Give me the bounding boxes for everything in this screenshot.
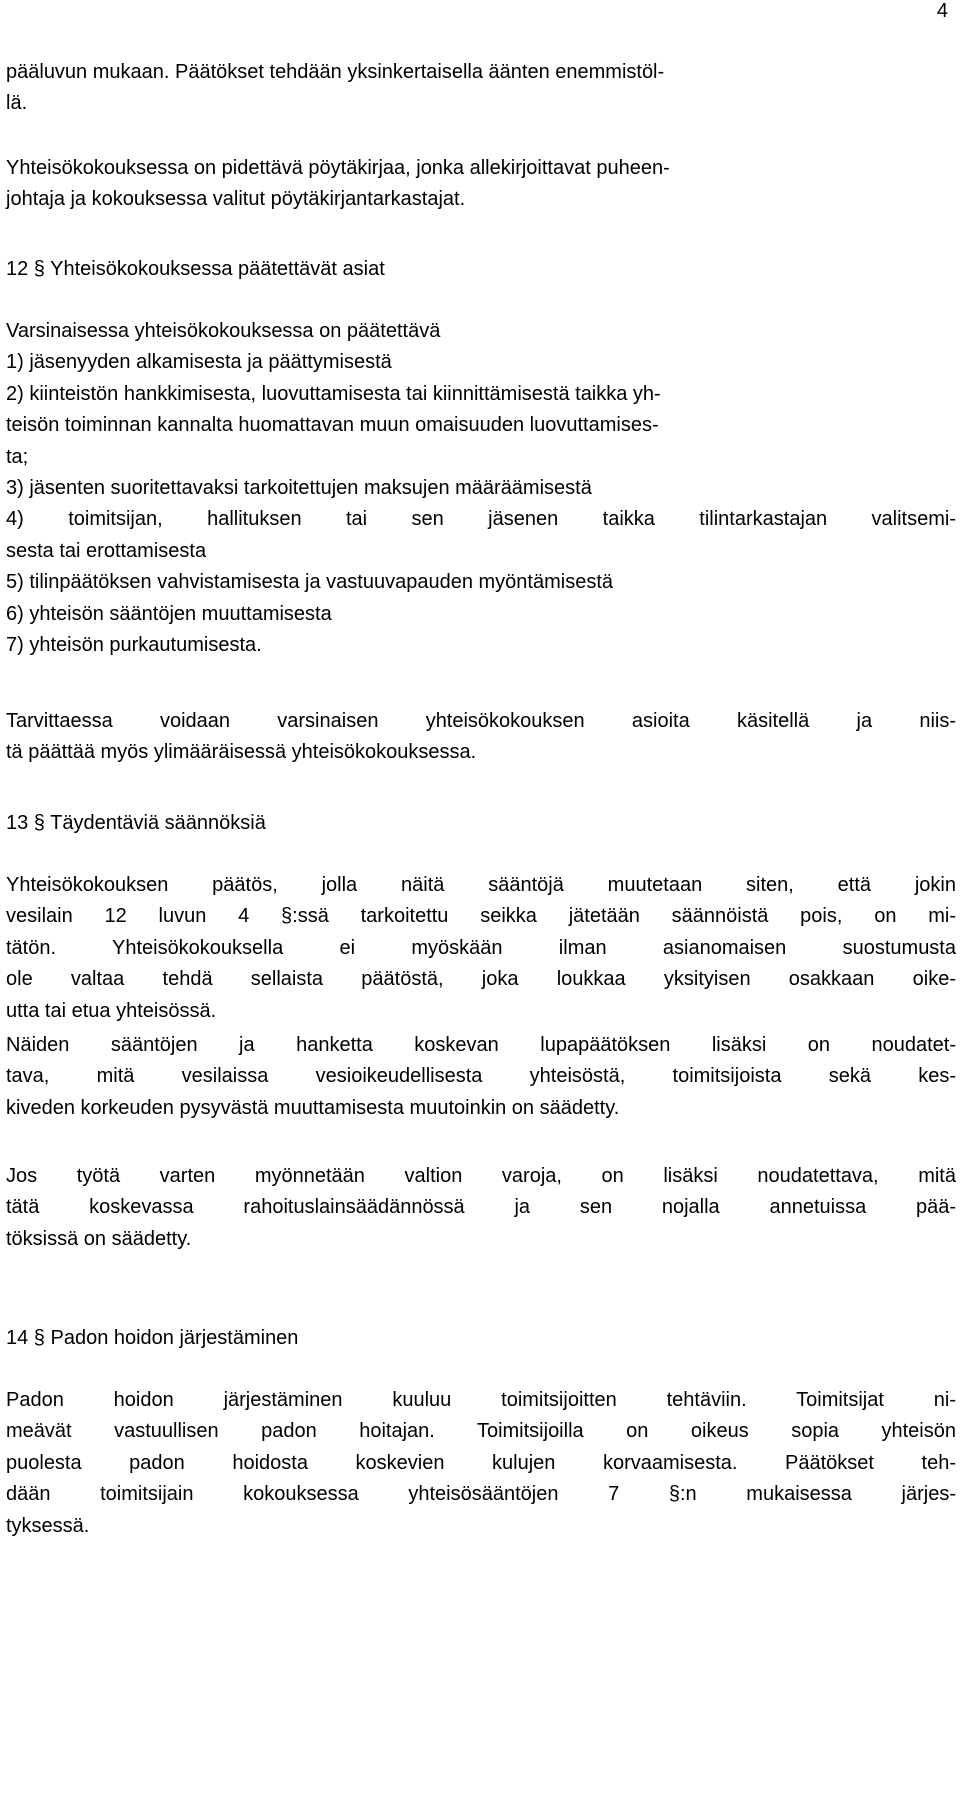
section-heading-14 <box>6 1323 956 1354</box>
paragraph-extraordinary <box>6 706 956 769</box>
text-line: tava, mitä vesilaissa vesioikeudellisesta yhteisöstä, toimitsijoista sekä kes- <box>6 1065 956 1088</box>
text-line: 2) kiinteistön hankkimisesta, luovuttamisesta tai kiinnittämisestä taikka yh- <box>6 382 661 405</box>
text-line: Näiden sääntöjen ja hanketta koskevan lupapäätöksen lisäksi on noudatet- <box>6 1034 956 1056</box>
text-line: 14 § Padon hoidon järjestäminen <box>6 1327 299 1349</box>
text-line: 5) tilinpäätöksen vahvistamisesta ja vastuuvapauden myöntämisestä <box>6 571 613 594</box>
text-line: Yhteisökokouksessa on pidettävä pöytäkirjaa, jonka allekirjoittavat puheen- <box>6 157 670 179</box>
paragraph-amendment <box>6 870 956 1027</box>
paragraph-other-rules <box>6 1030 956 1124</box>
text-line: 7) yhteisön purkautumisesta. <box>6 634 262 657</box>
text-line: Jos työtä varten myönnetään valtion varoja, on lisäksi noudatettava, mitä <box>6 1165 956 1187</box>
text-line: ta; <box>6 445 29 468</box>
text-line: 6) yhteisön sääntöjen muuttamisesta <box>6 602 332 625</box>
text-line: Tarvittaessa voidaan varsinaisen yhteisökokouksen asioita käsitellä ja niis- <box>6 710 956 732</box>
text-line: tä päättää myös ylimääräisessä yhteisökokouksessa. <box>6 741 477 764</box>
text-line: utta tai etua yhteisössä. <box>6 999 217 1022</box>
text-line: pääluvun mukaan. Päätökset tehdään yksinkertaisella äänten enemmistöl- <box>6 61 665 83</box>
text-line: tätön. Yhteisökokouksella ei myöskään ilman asianomaisen suostumusta <box>6 936 956 959</box>
text-line: vesilain 12 luvun 4 §:ssä tarkoitettu seikka jätetään säännöistä pois, on mi- <box>6 905 956 928</box>
paragraph-dam-maintenance <box>6 1385 956 1542</box>
section-heading-13 <box>6 808 956 839</box>
text-line: 13 § Täydentäviä säännöksiä <box>6 812 266 834</box>
paragraph-matters-list <box>6 316 956 661</box>
text-line: ole valtaa tehdä sellaista päätöstä, joka loukkaa yksityisen osakkaan oike- <box>6 968 956 991</box>
text-line: kiveden korkeuden pysyvästä muuttamisesta muutoinkin on säädetty. <box>6 1096 620 1119</box>
paragraph-continuation <box>6 57 956 120</box>
text-line: dään toimitsijain kokouksessa yhteisösääntöjen 7 §:n mukaisessa järjes- <box>6 1483 956 1506</box>
text-line: töksissä on säädetty. <box>6 1227 192 1250</box>
text-line: puolesta padon hoidosta koskevien kulujen korvaamisesta. Päätökset teh- <box>6 1451 956 1474</box>
text-line: teisön toiminnan kannalta huomattavan muun omaisuuden luovuttamises- <box>6 414 659 437</box>
text-line: Yhteisökokouksen päätös, jolla näitä sääntöjä muutetaan siten, että jokin <box>6 874 956 896</box>
text-line: johtaja ja kokouksessa valitut pöytäkirjantarkastajat. <box>6 188 466 211</box>
paragraph-minutes <box>6 153 956 216</box>
text-line: 3) jäsenten suoritettavaksi tarkoitettujen maksujen määräämisestä <box>6 477 592 500</box>
text-line: tyksessä. <box>6 1514 90 1537</box>
paragraph-state-funds <box>6 1161 956 1255</box>
text-line: Varsinaisessa yhteisökokouksessa on päätettävä <box>6 320 441 342</box>
section-heading-12 <box>6 254 956 285</box>
text-line: 12 § Yhteisökokouksessa päätettävät asiat <box>6 258 385 280</box>
page-number: 4 <box>936 0 948 22</box>
text-line: Padon hoidon järjestäminen kuuluu toimitsijoitten tehtäviin. Toimitsijat ni- <box>6 1389 956 1411</box>
text-line: sesta tai erottamisesta <box>6 539 207 562</box>
text-line: 4) toimitsijan, hallituksen tai sen jäsenen taikka tilintarkastajan valitsemi- <box>6 508 956 531</box>
text-line: lä. <box>6 92 28 115</box>
text-line: tätä koskevassa rahoituslainsäädännössä ja sen nojalla annetuissa pää- <box>6 1196 956 1219</box>
text-line: 1) jäsenyyden alkamisesta ja päättymisestä <box>6 351 392 374</box>
text-line: meävät vastuullisen padon hoitajan. Toimitsijoilla on oikeus sopia yhteisön <box>6 1420 956 1443</box>
